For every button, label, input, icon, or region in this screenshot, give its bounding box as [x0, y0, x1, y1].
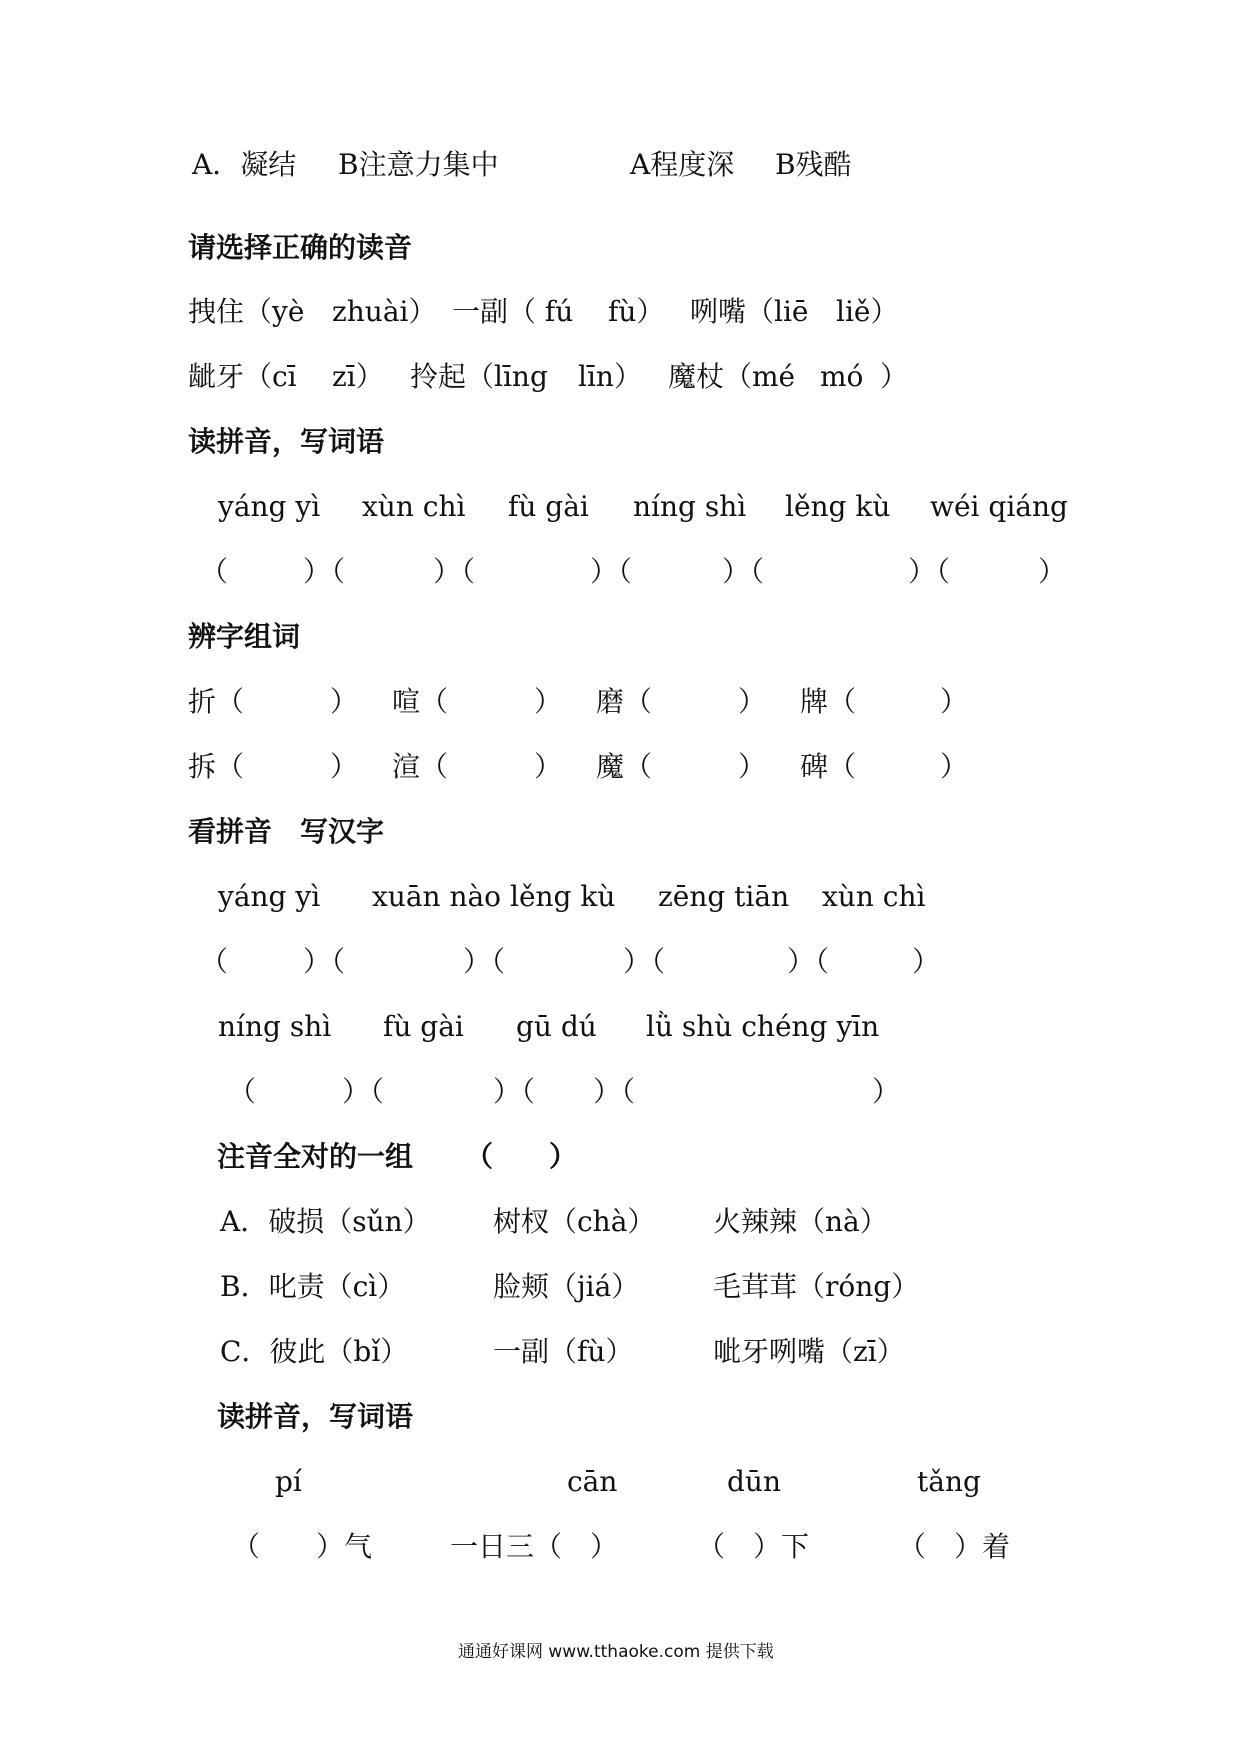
choice-text: līn）	[578, 360, 642, 393]
choice-text: 龇牙（cī	[188, 360, 297, 393]
pinyin-text: xùn chì	[362, 490, 466, 523]
char-blank: ）	[940, 750, 969, 783]
blank-paren: ）（	[623, 945, 666, 978]
choice-text: 一副（ fú	[452, 295, 574, 328]
blank-paren: ）（	[342, 1075, 385, 1108]
pinyin-text: níng shì	[218, 1010, 332, 1043]
char-blank: 拆（	[188, 750, 245, 783]
option-a2-text: A程度深	[630, 148, 735, 181]
option-text: A．破损（sǔn）	[220, 1205, 431, 1238]
option-text: 呲牙咧嘴（zī）	[713, 1335, 905, 1368]
pinyin-text: dūn	[727, 1465, 781, 1498]
pinyin-text: zēng tiān	[658, 880, 790, 913]
choice-text: 魔杖（mé	[668, 360, 796, 393]
choice-text: mó	[820, 360, 864, 393]
section-title-write-characters: 看拼音 写汉字	[188, 815, 385, 848]
choice-text: liě）	[836, 295, 899, 328]
choice-text: fù）	[608, 295, 665, 328]
pinyin-text: cān	[567, 1465, 618, 1498]
blank-paren: ）（	[303, 555, 346, 588]
char-blank: ）	[738, 750, 767, 783]
blank-paren: ）（	[593, 1075, 636, 1108]
option-b-text: B注意力集中	[338, 148, 499, 181]
section-title-pronunciation: 请选择正确的读音	[188, 231, 413, 264]
blank-paren: ）（	[303, 945, 346, 978]
char-blank: ）	[330, 685, 359, 718]
choice-text: zhuài）	[332, 295, 437, 328]
char-blank: 碑（	[800, 750, 857, 783]
char-blank: 渲（	[392, 750, 449, 783]
char-blank: 磨（	[596, 685, 653, 718]
char-blank: 牌（	[800, 685, 857, 718]
pinyin-text: tǎng	[917, 1465, 981, 1498]
pinyin-text: gū dú	[516, 1010, 597, 1043]
question-text: 注音全对的一组	[217, 1140, 414, 1173]
pinyin-text: xuān nào	[372, 880, 502, 913]
pinyin-text: lěng kù	[510, 880, 616, 913]
choice-text: 咧嘴（liē	[690, 295, 809, 328]
option-a-text: A．凝结	[192, 148, 297, 181]
blank-paren: ）（	[908, 555, 951, 588]
char-blank: ）	[330, 750, 359, 783]
page-footer: 通通好课网 www.tthaoke.com 提供下载	[458, 1642, 774, 1662]
char-blank: ）	[738, 685, 767, 718]
option-text: 脸颊（jiá）	[493, 1270, 640, 1303]
section-title-read-pinyin-2: 读拼音，写词语	[217, 1400, 414, 1433]
pinyin-text: wéi qiáng	[930, 490, 1068, 523]
blank-paren: （	[200, 945, 229, 978]
pinyin-text: lěng kù	[785, 490, 891, 523]
option-text: C．彼此（bǐ）	[220, 1335, 409, 1368]
blank-paren: ）	[872, 1075, 901, 1108]
pinyin-text: yáng yì	[218, 880, 321, 913]
option-text: 树杈（chà）	[493, 1205, 656, 1238]
option-text: 毛茸茸（róng）	[713, 1270, 920, 1303]
pinyin-text: níng shì	[633, 490, 747, 523]
choice-text: ）	[880, 360, 909, 393]
blank-paren: ）	[1038, 555, 1067, 588]
char-blank: ）	[534, 750, 563, 783]
option-b2-text: B残酷	[775, 148, 852, 181]
blank-paren: ）（	[433, 555, 476, 588]
section-title-read-pinyin: 读拼音，写词语	[188, 425, 385, 458]
fill-word: （ ）着	[898, 1530, 1011, 1563]
answer-paren: （ ）	[465, 1140, 578, 1173]
blank-paren: ）（	[590, 555, 633, 588]
choice-text: 拽住（yè	[188, 295, 305, 328]
blank-paren: （	[228, 1075, 257, 1108]
option-text: 火辣辣（nà）	[713, 1205, 888, 1238]
blank-paren: （	[200, 555, 229, 588]
char-blank: ）	[534, 685, 563, 718]
pinyin-text: pí	[275, 1465, 302, 1498]
pinyin-text: yáng yì	[218, 490, 321, 523]
blank-paren: ）（	[463, 945, 506, 978]
char-blank: 魔（	[596, 750, 653, 783]
blank-paren: ）	[912, 945, 941, 978]
blank-paren: ）（	[722, 555, 765, 588]
char-blank: ）	[940, 685, 969, 718]
option-text: B．叱责（cì）	[220, 1270, 406, 1303]
pinyin-text: fù gài	[383, 1010, 464, 1043]
section-title-word-formation: 辨字组词	[188, 620, 301, 653]
fill-word: 一日三（ ）	[450, 1530, 619, 1563]
char-blank: 折（	[188, 685, 245, 718]
pinyin-text: xùn chì	[822, 880, 926, 913]
choice-text: zī）	[332, 360, 384, 393]
fill-word: （ ）下	[697, 1530, 810, 1563]
option-text: 一副（fù）	[493, 1335, 634, 1368]
pinyin-text: lǜ shù chéng yīn	[646, 1010, 880, 1043]
blank-paren: ）（	[787, 945, 830, 978]
blank-paren: ）（	[493, 1075, 536, 1108]
fill-word: （ ）气	[232, 1530, 373, 1563]
pinyin-text: fù gài	[508, 490, 589, 523]
choice-text: 拎起（līng	[410, 360, 548, 393]
char-blank: 喧（	[392, 685, 449, 718]
